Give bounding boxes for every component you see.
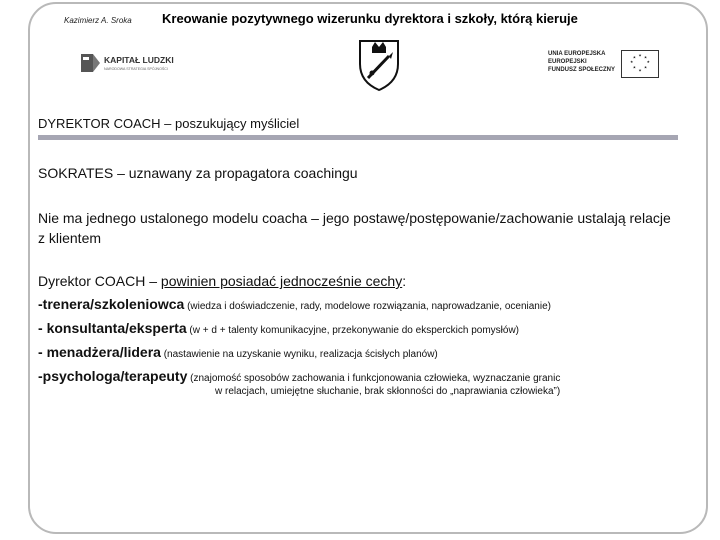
list-item-note: (w + d + talenty komunikacyjne, przekonywanie do eksperckich pomysłów): [186, 325, 519, 336]
svg-text:★: ★: [643, 65, 648, 70]
list-item-term: konsultanta/eksperta: [46, 320, 187, 336]
list-item-note: (znajomość sposobów zachowania i funkcjonowania człowieka, wyznaczanie granic: [187, 373, 561, 384]
traits-intro-lead: Dyrektor COACH –: [38, 273, 161, 289]
traits-intro-underlined: powinien posiadać jednocześnie cechy: [160, 273, 403, 289]
paragraph-model: Nie ma jednego ustalonego modelu coacha – jego postawę/postępowanie/zachowanie ustalają relacje z klientem: [38, 210, 671, 246]
list-item: [38, 320, 519, 338]
paragraph-traits-intro: [38, 271, 406, 291]
svg-text:★: ★: [643, 55, 648, 60]
eu-line-3: FUNDUSZ SPOŁECZNY: [548, 67, 616, 73]
list-item-term: menadżera/lidera: [46, 344, 161, 360]
list-item: [38, 344, 438, 362]
list-item: [38, 296, 551, 314]
svg-text:★: ★: [632, 65, 637, 70]
list-item-term: trenera/szkoleniowca: [42, 296, 185, 312]
heading-divider: [38, 135, 678, 140]
eu-logo: [548, 50, 663, 80]
authors: Kazimierz A. Sroka: [64, 16, 132, 25]
school-crest-icon: [357, 38, 401, 92]
list-item-note-continuation: w relacjach, umiejętne słuchanie, brak skłonności do „naprawiania człowieka”): [215, 386, 561, 397]
kapital-ludzki-mark-icon: [81, 54, 100, 72]
eu-flag-icon: [621, 50, 659, 78]
list-item-prefix: -: [38, 344, 47, 360]
kapital-ludzki-text: KAPITAŁ LUDZKI: [104, 55, 174, 65]
kapital-ludzki-logo: [80, 52, 200, 74]
eu-logo-text: [548, 50, 615, 74]
eu-line-1: UNIA EUROPEJSKA: [548, 51, 606, 57]
list-item-note: (nastawienie na uzyskanie wyniku, realizacja ścisłych planów): [160, 349, 438, 360]
svg-text:★: ★: [646, 60, 651, 65]
list-item-term: psychologa/terapeuty: [42, 368, 188, 384]
list-item-prefix: -: [38, 368, 43, 384]
svg-text:★: ★: [629, 60, 634, 65]
svg-text:★: ★: [638, 53, 642, 58]
svg-text:★: ★: [632, 55, 637, 60]
traits-intro-colon: :: [402, 273, 407, 289]
slide-title: Kreowanie pozytywnego wizerunku dyrektora i szkoły, którą kieruje: [162, 11, 578, 26]
list-item-prefix: -: [38, 320, 47, 336]
kapital-ludzki-subtext: NARODOWA STRATEGIA SPÓJNOŚCI: [104, 67, 168, 71]
list-item: [38, 368, 560, 386]
section-heading: DYREKTOR COACH – poszukujący myśliciel: [38, 116, 300, 131]
paragraph-sokrates: SOKRATES – uznawany za propagatora coachingu: [38, 165, 358, 181]
list-item-prefix: -: [38, 296, 43, 312]
svg-text:★: ★: [638, 68, 642, 73]
list-item-note: (wiedza i doświadczenie, rady, modelowe rozwiązania, naprowadzanie, ocenianie): [184, 301, 551, 312]
eu-line-2: EUROPEJSKI: [548, 59, 587, 65]
